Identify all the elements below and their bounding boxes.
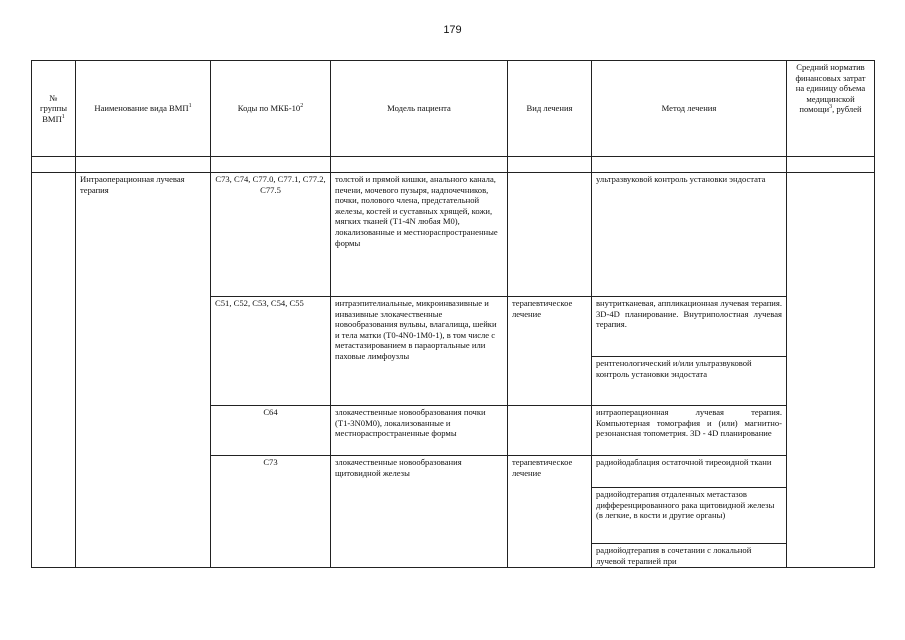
spacer-row	[32, 157, 875, 173]
treatment-cell	[508, 173, 592, 297]
vmp-name-cell: Интраоперационная лучевая терапия	[76, 173, 211, 568]
patient-cell: злокачественные новообразования щитовидной железы	[331, 456, 508, 568]
method-cell: внутритканевая, аппликационная лучевая терапия. 3D-4D планирование. Внутриполостная лучевая терапия.	[592, 297, 787, 357]
treatment-cell: терапевтическое лечение	[508, 456, 592, 568]
codes-cell: C64	[211, 406, 331, 456]
method-cell: радиойодтерапия отдаленных метастазов дифференцированного рака щитовидной железы (в легкие, в кости и другие органы)	[592, 488, 787, 544]
codes-cell: C73, C74, C77.0, C77.1, C77.2, C77.5	[211, 173, 331, 297]
header-patient-model: Модель пациента	[331, 61, 508, 157]
header-group-number: № группы ВМП$^1$	[32, 61, 76, 157]
header-treatment-type: Вид лечения	[508, 61, 592, 157]
codes-cell: C51, C52, C53, C54, C55	[211, 297, 331, 406]
method-cell: радиойодтерапия в сочетании с локальной лучевой терапией при	[592, 544, 787, 568]
header-cost-standard: Средний норматив финансовых затрат на единицу объема медицинской помощи$^3$, рублей	[787, 61, 875, 157]
table-row	[32, 173, 875, 297]
header-treatment-method: Метод лечения	[592, 61, 787, 157]
header-icd-codes: Коды по МКБ-$10^2$	[211, 61, 331, 157]
header-row	[32, 61, 875, 157]
patient-cell: интраэпителиальные, микроинвазивные и инвазивные злокачественные новообразования вульвы, влагалища, шейки и тела матки (T0-4N0-1M0-1), в том числе с метастазированием в параортальные или паховые лимфоузлы	[331, 297, 508, 406]
patient-cell: злокачественные новообразования почки (T1-3N0M0), локализованные и местнораспространенные формы	[331, 406, 508, 456]
method-cell: интраоперационная лучевая терапия. Компьютерная томография и (или) магнитно-резонансная топометрия. 3D - 4D планирование	[592, 406, 787, 456]
method-cell: ультразвуковой контроль установки эндостата	[592, 173, 787, 297]
treatment-cell	[508, 406, 592, 456]
group-number-cell	[32, 173, 76, 568]
patient-cell: толстой и прямой кишки, анального канала, печени, мочевого пузыря, надпочечников, почки, полового члена, предстательной железы, костей и суставных хрящей, кожи, мягких тканей (T1-4N любая M0), локализованные и местнораспространенные формы	[331, 173, 508, 297]
page-number: 179	[443, 24, 462, 36]
cost-cell	[787, 173, 875, 568]
treatment-cell: терапевтическое лечение	[508, 297, 592, 406]
method-cell: радиойодаблация остаточной тиреоидной ткани	[592, 456, 787, 488]
header-vmp-name: Наименование вида ВМП$^1$	[76, 61, 211, 157]
method-cell: рентгенологический и/или ультразвуковой контроль установки эндостата	[592, 357, 787, 406]
codes-cell: C73	[211, 456, 331, 568]
vmp-table	[31, 60, 875, 568]
